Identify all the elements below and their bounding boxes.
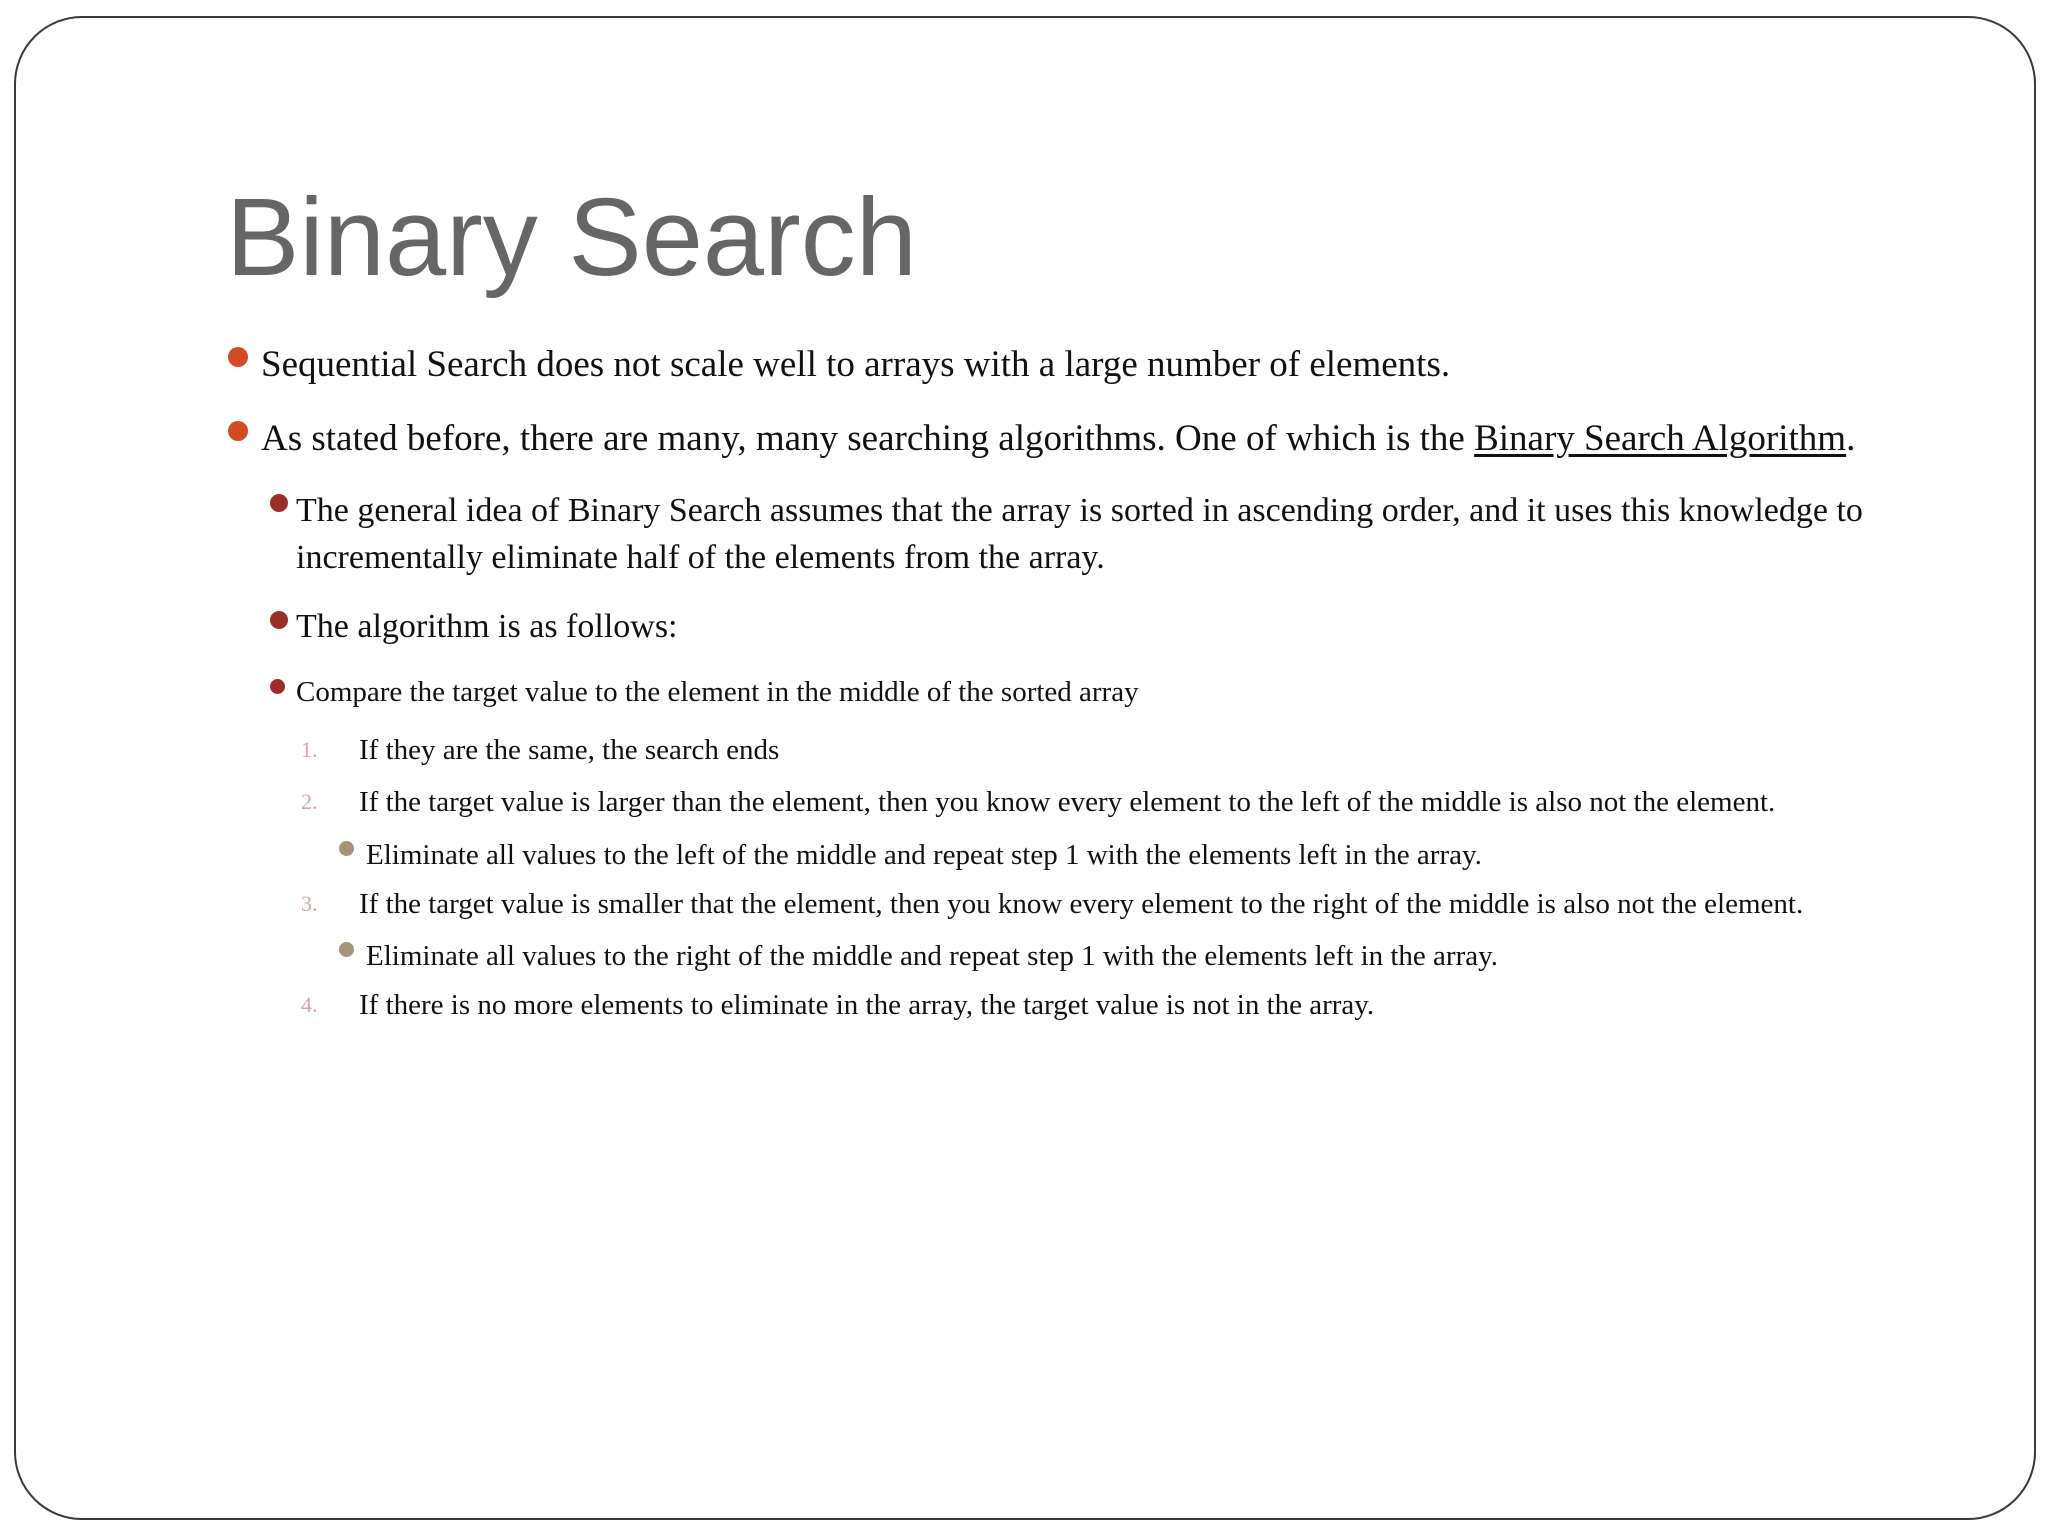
step-number: 2. xyxy=(301,789,318,814)
sub-bullet-general-idea-line2: incrementally eliminate half of the elements from the array. xyxy=(296,539,1105,576)
bullet-text-suffix: . xyxy=(1846,418,1856,459)
step-text: If the target value is larger than the element, then you know every element to the left of the middle is also not the element. xyxy=(359,786,1776,818)
step-number: 1. xyxy=(301,737,318,762)
sub-bullet-dot-icon xyxy=(270,679,285,694)
sub-bullet-general-idea-line1: The general idea of Binary Search assumes that the array is sorted in ascending order, and it uses this knowledge to xyxy=(296,492,1863,529)
step-text: If there is no more elements to eliminate in the array, the target value is not in the array. xyxy=(359,989,1375,1021)
bullet-sequential-search: Sequential Search does not scale well to arrays with a large number of elements. xyxy=(261,344,1451,385)
step-number: 4. xyxy=(301,992,318,1017)
step-sub-bullet-dot-icon xyxy=(339,841,354,856)
sub-bullet-dot-icon xyxy=(270,611,288,629)
step-text: If the target value is smaller that the element, then you know every element to the right of the middle is also not the element. xyxy=(359,888,1804,920)
sub-bullet-compare-target: Compare the target value to the element in the middle of the sorted array xyxy=(296,676,1139,708)
slide-title: Binary Search xyxy=(226,176,917,299)
step-sub-bullet-dot-icon xyxy=(339,942,354,957)
sub-bullet-algorithm-follows: The algorithm is as follows: xyxy=(296,608,678,645)
bullet-dot-icon xyxy=(228,347,248,367)
bullet-text: As stated before, there are many, many searching algorithms. One of which is the xyxy=(261,418,1475,459)
bullet-searching-algorithms xyxy=(261,415,1855,463)
step-sub-text: Eliminate all values to the right of the middle and repeat step 1 with the elements left in the array. xyxy=(366,940,1498,972)
step-text: If they are the same, the search ends xyxy=(359,734,780,766)
binary-search-algorithm-link[interactable]: Binary Search Algorithm xyxy=(1474,418,1847,459)
step-number: 3. xyxy=(301,891,318,916)
bullet-dot-icon xyxy=(228,421,248,441)
step-sub-text: Eliminate all values to the left of the middle and repeat step 1 with the elements left in the array. xyxy=(366,839,1482,871)
sub-bullet-dot-icon xyxy=(270,494,288,512)
